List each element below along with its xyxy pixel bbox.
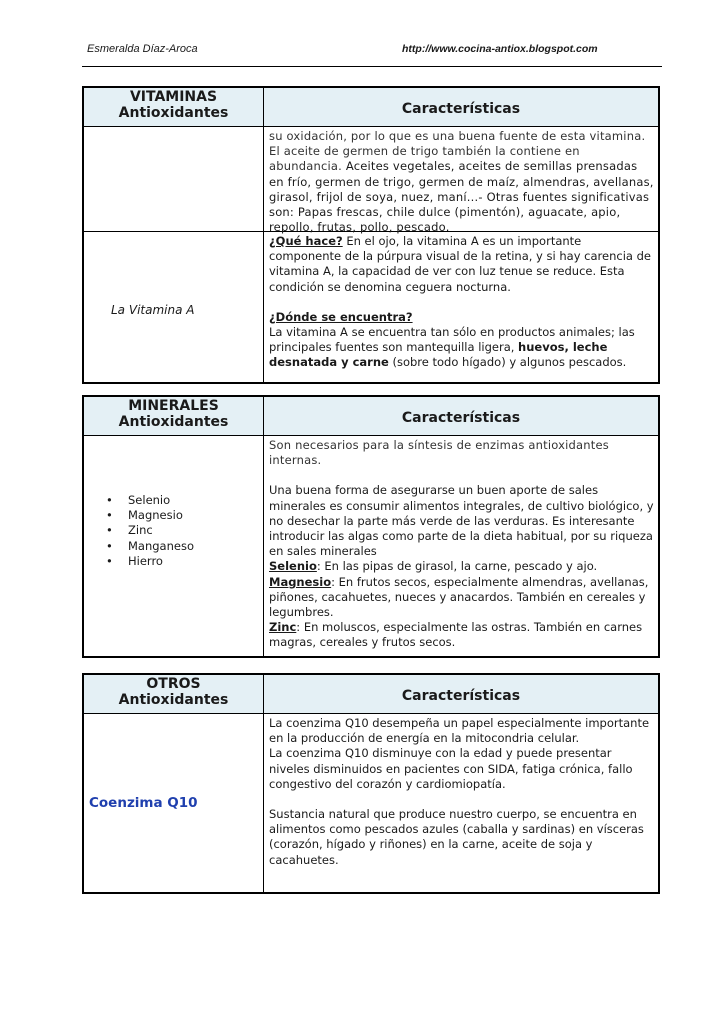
minerales-title-line2: Antioxidantes: [118, 414, 229, 430]
minerales-header-row: [84, 397, 658, 436]
list-item: • Magnesio: [106, 508, 194, 523]
que-hace-label: ¿Qué hace?: [269, 234, 343, 248]
magnesio-paragraph: [269, 575, 654, 621]
minerales-list: [106, 493, 194, 569]
vitaminas-title: [84, 88, 263, 121]
vitaminas-row-1: [84, 127, 658, 235]
vitaminas-char-header: Características: [401, 101, 521, 117]
minerales-paragraph: Una buena forma de asegurarse un buen aporte de sales minerales es consumir alimentos integrales, de cultivo biológico, y no desechar la parte más verde de las verduras. Es interesante introducir las algas como parte de la dieta habitual, por su riqueza en sales minerales: [269, 483, 654, 559]
otros-char-header: Características: [401, 688, 521, 704]
vitaminas-table: [82, 86, 660, 384]
magnesio-text: : En frutos secos, especialmente almendras, avellanas, piñones, cacahuetes, nueces y anacardos. También en cereales y legumbres.: [269, 574, 649, 620]
otros-header-row: [84, 675, 658, 714]
zinc-label: Zinc: [269, 620, 297, 635]
vitaminas-title-line2: Antioxidantes: [118, 105, 229, 121]
donde-text-b: (sobre todo hígado) y algunos pescados.: [388, 355, 627, 370]
vitamina-a-name: La Vitamina A: [111, 303, 195, 317]
selenio-label: Selenio: [269, 559, 317, 574]
vitaminas-row1-text: [269, 129, 654, 235]
otros-body-row: [84, 714, 658, 892]
zinc-text: : En moluscos, especialmente las ostras. También en carnes magras, cereales y frutos secos.: [269, 620, 643, 650]
selenio-paragraph: [269, 559, 654, 574]
vitaminas-row1-text-b: Aceites vegetales, aceites de semillas prensadas en frío, germen de trigo, germen de maíz, almendras, avellanas, girasol, frijol de soya, nuez, maní...- Otras fuentes significativas son: Papas frescas, chile dulce (pimentón), aguacate, apio, repollo, frutas, pollo, pescado.: [269, 159, 654, 235]
otros-para-1: La coenzima Q10 desempeña un papel especialmente importante en la producción de energía en la mitocondria celular.: [269, 716, 650, 746]
list-item: • Manganeso: [106, 539, 194, 554]
selenio-text: : En las pipas de girasol, la carne, pescado y ajo.: [316, 559, 598, 574]
vitaminas-row1-text-a: su oxidación, por lo que es una buena fuente de esta vitamina. El aceite de germen de trigo también la contiene en abundancia.: [269, 129, 646, 174]
zinc-paragraph: [269, 620, 654, 650]
otros-title: [84, 675, 263, 708]
minerales-body-row: [84, 436, 658, 656]
que-hace-paragraph: [269, 234, 654, 295]
donde-text-a: La vitamina A se encuentra tan sólo en productos animales; las principales fuentes son mantequilla ligera,: [269, 325, 635, 355]
otros-title-line1: OTROS: [146, 676, 201, 692]
vitaminas-title-line1: VITAMINAS: [129, 89, 218, 105]
header-url: http://www.cocina-antiox.blogspot.com: [402, 43, 598, 55]
list-item: • Zinc: [106, 523, 194, 538]
coenzima-q10-name: Coenzima Q10: [89, 795, 198, 811]
magnesio-label: Magnesio: [269, 574, 332, 589]
minerales-title-line1: MINERALES: [128, 398, 219, 414]
donde-paragraph: [269, 310, 654, 371]
vitaminas-row-2: [84, 232, 658, 382]
page-header: [82, 30, 662, 67]
minerales-intro: Son necesarios para la síntesis de enzimas antioxidantes internas.: [269, 438, 609, 468]
otros-table: [82, 673, 660, 894]
donde-bold: huevos, leche desnatada y carne: [269, 340, 608, 370]
otros-para-2: La coenzima Q10 disminuye con la edad y puede presentar niveles disminuidos en pacientes con SIDA, fatiga crónica, fallo congestivo del corazón y cardiomiopatía.: [269, 746, 633, 791]
header-author: Esmeralda Díaz-Aroca: [87, 43, 198, 55]
que-hace-text: En el ojo, la vitamina A es un importante componente de la púrpura visual de la retina, y si hay carencia de vitamina A, la capacidad de ver con luz tenue se reduce. Esta condición se denomina ceguera nocturna.: [269, 234, 651, 294]
minerales-char-header: Características: [401, 410, 521, 426]
donde-label: ¿Dónde se encuentra?: [269, 309, 413, 324]
otros-title-line2: Antioxidantes: [118, 692, 229, 708]
minerales-table: [82, 395, 660, 658]
list-item: • Selenio: [106, 493, 194, 508]
vitaminas-header-row: [84, 88, 658, 127]
otros-para-3: Sustancia natural que produce nuestro cuerpo, se encuentra en alimentos como pescados azules (caballa y sardinas) en vísceras (corazón, hígado y riñones) en la carne, aceite de soja y cacahuetes.: [269, 807, 644, 867]
list-item: • Hierro: [106, 554, 194, 569]
minerales-title: [84, 397, 263, 430]
